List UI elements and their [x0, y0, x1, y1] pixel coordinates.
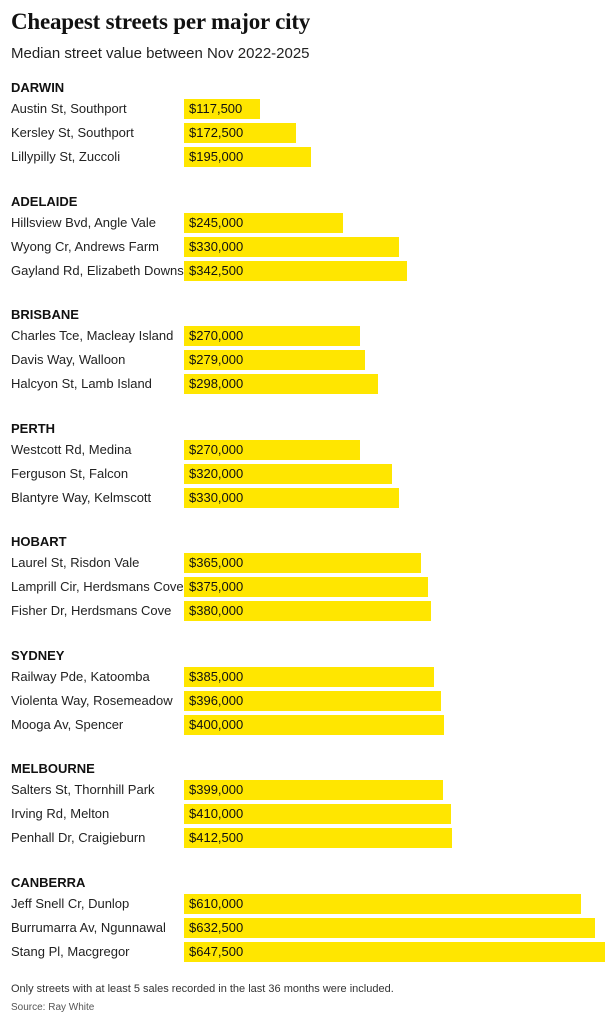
footnote: Only streets with at least 5 sales recorded in the last 36 months were included.: [11, 983, 394, 995]
bar-row: [0, 440, 616, 460]
bar-value-label: $172,500: [189, 125, 244, 140]
city-heading: ADELAIDE: [11, 194, 78, 209]
city-heading: HOBART: [11, 534, 67, 549]
bar-value-label: $270,000: [189, 328, 244, 343]
bar-row: [0, 213, 616, 233]
bar-value-label: $298,000: [189, 376, 244, 391]
bar-value-label: $400,000: [189, 717, 244, 732]
bar-value-label: $610,000: [189, 896, 244, 911]
street-label: Laurel St, Risdon Vale: [11, 555, 140, 570]
bar-row: [0, 553, 616, 573]
bar-row: [0, 804, 616, 824]
street-label: Burrumarra Av, Ngunnawal: [11, 920, 166, 935]
bar-value-label: $365,000: [189, 555, 244, 570]
street-label: Kersley St, Southport: [11, 125, 134, 140]
bar-value-label: $399,000: [189, 782, 244, 797]
source-credit: Source: Ray White: [11, 1002, 95, 1013]
bar-value-label: $632,500: [189, 920, 244, 935]
street-label: Penhall Dr, Craigieburn: [11, 830, 146, 845]
bar-row: [0, 99, 616, 119]
bar-row: [0, 261, 616, 281]
bar-row: [0, 488, 616, 508]
bar: [184, 894, 581, 914]
bar-row: [0, 942, 616, 962]
bar-value-label: $412,500: [189, 830, 244, 845]
bar-row: [0, 123, 616, 143]
bar-value-label: $330,000: [189, 490, 244, 505]
street-label: Austin St, Southport: [11, 101, 127, 116]
city-heading: DARWIN: [11, 80, 65, 95]
street-label: Gayland Rd, Elizabeth Downs: [11, 263, 184, 278]
street-label: Hillsview Bvd, Angle Vale: [11, 215, 156, 230]
street-label: Lamprill Cir, Herdsmans Cove: [11, 579, 184, 594]
street-label: Mooga Av, Spencer: [11, 717, 124, 732]
bar-row: [0, 894, 616, 914]
bar-row: [0, 350, 616, 370]
bar-value-label: $385,000: [189, 669, 244, 684]
bar-row: [0, 780, 616, 800]
bar-value-label: $270,000: [189, 442, 244, 457]
bar-value-label: $647,500: [189, 944, 244, 959]
bar-value-label: $195,000: [189, 149, 244, 164]
bar-value-label: $245,000: [189, 215, 244, 230]
bar: [184, 918, 595, 938]
street-label: Wyong Cr, Andrews Farm: [11, 239, 159, 254]
bar-value-label: $320,000: [189, 466, 244, 481]
bar-value-label: $375,000: [189, 579, 244, 594]
bar-row: [0, 918, 616, 938]
street-label: Violenta Way, Rosemeadow: [11, 693, 173, 708]
bar-row: [0, 601, 616, 621]
bar-value-label: $410,000: [189, 806, 244, 821]
street-label: Halcyon St, Lamb Island: [11, 376, 152, 391]
street-label: Blantyre Way, Kelmscott: [11, 490, 152, 505]
street-label: Stang Pl, Macgregor: [11, 944, 130, 959]
city-heading: BRISBANE: [11, 307, 79, 322]
bar-row: [0, 464, 616, 484]
bar: [184, 942, 605, 962]
city-heading: PERTH: [11, 421, 56, 436]
street-label: Fisher Dr, Herdsmans Cove: [11, 603, 172, 618]
chart-title: Cheapest streets per major city: [11, 9, 311, 34]
bar-value-label: $279,000: [189, 352, 244, 367]
bar-row: [0, 147, 616, 167]
bar-row: [0, 691, 616, 711]
street-label: Ferguson St, Falcon: [11, 466, 129, 481]
city-heading: CANBERRA: [11, 875, 86, 890]
street-label: Westcott Rd, Medina: [11, 442, 132, 457]
city-heading: SYDNEY: [11, 648, 65, 663]
street-label: Railway Pde, Katoomba: [11, 669, 150, 684]
street-label: Lillypilly St, Zuccoli: [11, 149, 121, 164]
bar-value-label: $342,500: [189, 263, 244, 278]
bar-row: [0, 326, 616, 346]
chart-subtitle: Median street value between Nov 2022-2025: [11, 45, 310, 62]
city-heading: MELBOURNE: [11, 761, 95, 776]
bar-value-label: $117,500: [189, 101, 243, 116]
bar-value-label: $380,000: [189, 603, 244, 618]
bar-row: [0, 667, 616, 687]
bar-value-label: $330,000: [189, 239, 244, 254]
bar-row: [0, 374, 616, 394]
bar-row: [0, 828, 616, 848]
street-label: Charles Tce, Macleay Island: [11, 328, 174, 343]
bar-value-label: $396,000: [189, 693, 244, 708]
street-label: Salters St, Thornhill Park: [11, 782, 155, 797]
street-label: Davis Way, Walloon: [11, 352, 126, 367]
bar-row: [0, 577, 616, 597]
street-label: Jeff Snell Cr, Dunlop: [11, 896, 130, 911]
bar-row: [0, 715, 616, 735]
bar-row: [0, 237, 616, 257]
street-label: Irving Rd, Melton: [11, 806, 110, 821]
